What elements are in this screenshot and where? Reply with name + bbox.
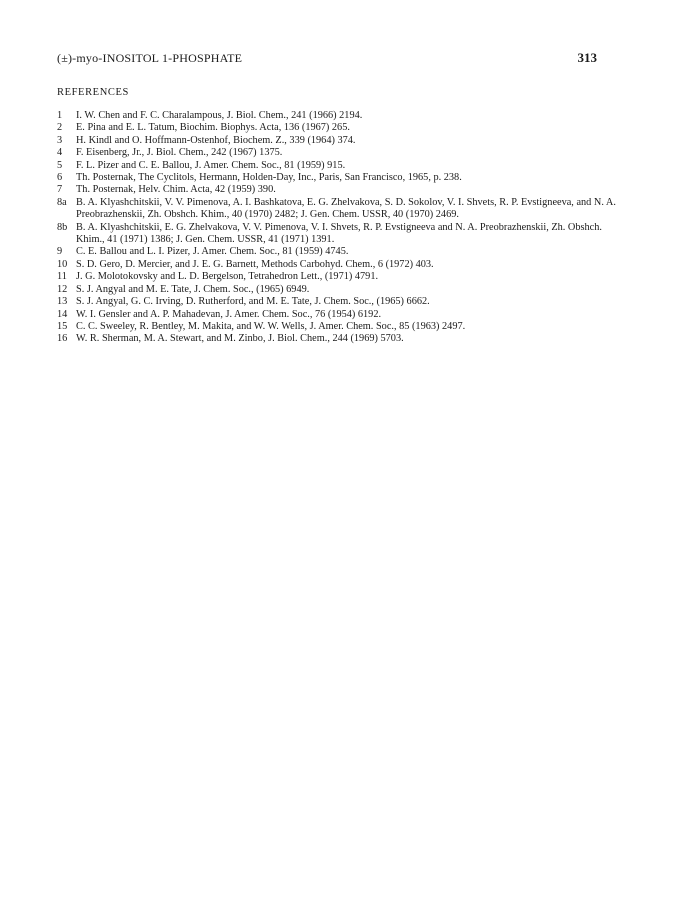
- reference-item: [57, 296, 631, 308]
- reference-number: 8a: [57, 196, 67, 208]
- reference-text: J. G. Molotokovsky and L. D. Bergelson, Tetrahedron Lett., (1971) 4791.: [76, 271, 379, 283]
- reference-text: B. A. Klyashchitskii, V. V. Pimenova, A. I. Bashkatova, E. G. Zhelvakova, S. D. Sokolov, V. I. Shvets, R. P. Evstigneeva, and N. A. Preobrazhenskii, Zh. Obshch. Khim., 40 (1970) 2482; J. Gen. Chem. USSR, 40 (1970) 2469.: [76, 196, 616, 221]
- reference-number: 11: [57, 271, 67, 283]
- reference-number: 4: [57, 147, 63, 159]
- reference-item: [57, 184, 631, 196]
- reference-text: F. Eisenberg, Jr., J. Biol. Chem., 242 (1967) 1375.: [76, 147, 283, 159]
- references-heading: REFERENCES: [57, 87, 129, 98]
- reference-item: [57, 259, 631, 271]
- reference-item: [57, 321, 631, 333]
- reference-item: [57, 246, 631, 258]
- reference-text: S. D. Gero, D. Mercier, and J. E. G. Barnett, Methods Carbohyd. Chem., 6 (1972) 403.: [76, 258, 434, 270]
- reference-number: 9: [57, 246, 63, 258]
- reference-item: [57, 122, 631, 134]
- reference-number: 14: [57, 308, 68, 320]
- reference-item: [57, 309, 631, 321]
- reference-number: 6: [57, 172, 63, 184]
- reference-text: F. L. Pizer and C. E. Ballou, J. Amer. Chem. Soc., 81 (1959) 915.: [76, 159, 346, 171]
- reference-number: 5: [57, 159, 63, 171]
- reference-item: [57, 333, 631, 345]
- reference-item: [57, 197, 631, 222]
- reference-number: 13: [57, 296, 68, 308]
- reference-item: [57, 135, 631, 147]
- reference-text: E. Pina and E. L. Tatum, Biochim. Biophys. Acta, 136 (1967) 265.: [76, 122, 350, 134]
- reference-number: 1: [57, 110, 63, 121]
- reference-text: B. A. Klyashchitskii, E. G. Zhelvakova, V. V. Pimenova, V. I. Shvets, R. P. Evstigneeva and N. A. Preobrazhenskii, Zh. Obshch. Khim., 41 (1971) 1386; J. Gen. Chem. USSR, 41 (1971) 1391.: [76, 221, 602, 246]
- reference-text: Th. Posternak, Helv. Chim. Acta, 42 (1959) 390.: [76, 184, 276, 196]
- reference-text: C. E. Ballou and L. I. Pizer, J. Amer. Chem. Soc., 81 (1959) 4745.: [76, 246, 349, 258]
- reference-number: 7: [57, 184, 63, 196]
- reference-text: Th. Posternak, The Cyclitols, Hermann, Holden-Day, Inc., Paris, San Francisco, 1965, p. 238.: [76, 172, 462, 184]
- reference-number: 10: [57, 258, 68, 270]
- reference-item: [57, 160, 631, 172]
- reference-text: C. C. Sweeley, R. Bentley, M. Makita, and W. W. Wells, J. Amer. Chem. Soc., 85 (1963) 2497.: [76, 320, 466, 332]
- reference-number: 3: [57, 134, 63, 146]
- reference-item: [57, 284, 631, 296]
- running-head: [57, 50, 597, 66]
- reference-number: 16: [57, 333, 68, 345]
- reference-item: [57, 222, 631, 247]
- reference-text: W. R. Sherman, M. A. Stewart, and M. Zinbo, J. Biol. Chem., 244 (1969) 5703.: [76, 333, 404, 345]
- reference-number: 12: [57, 283, 68, 295]
- reference-text: S. J. Angyal and M. E. Tate, J. Chem. Soc., (1965) 6949.: [76, 283, 310, 295]
- reference-text: S. J. Angyal, G. C. Irving, D. Rutherford, and M. E. Tate, J. Chem. Soc., (1965) 6662.: [76, 296, 430, 308]
- reference-item: [57, 110, 631, 122]
- reference-text: W. I. Gensler and A. P. Mahadevan, J. Amer. Chem. Soc., 76 (1954) 6192.: [76, 308, 382, 320]
- reference-item: [57, 147, 631, 159]
- reference-number: 2: [57, 122, 63, 134]
- page-number: 313: [577, 50, 597, 65]
- reference-text: I. W. Chen and F. C. Charalampous, J. Biol. Chem., 241 (1966) 2194.: [76, 110, 363, 121]
- running-title: (±)-myo-INOSITOL 1-PHOSPHATE: [57, 51, 243, 65]
- reference-list: [57, 110, 631, 346]
- reference-number: 15: [57, 320, 68, 332]
- reference-text: H. Kindl and O. Hoffmann-Ostenhof, Biochem. Z., 339 (1964) 374.: [76, 134, 356, 146]
- reference-item: [57, 271, 631, 283]
- reference-item: [57, 172, 631, 184]
- reference-number: 8b: [57, 221, 68, 233]
